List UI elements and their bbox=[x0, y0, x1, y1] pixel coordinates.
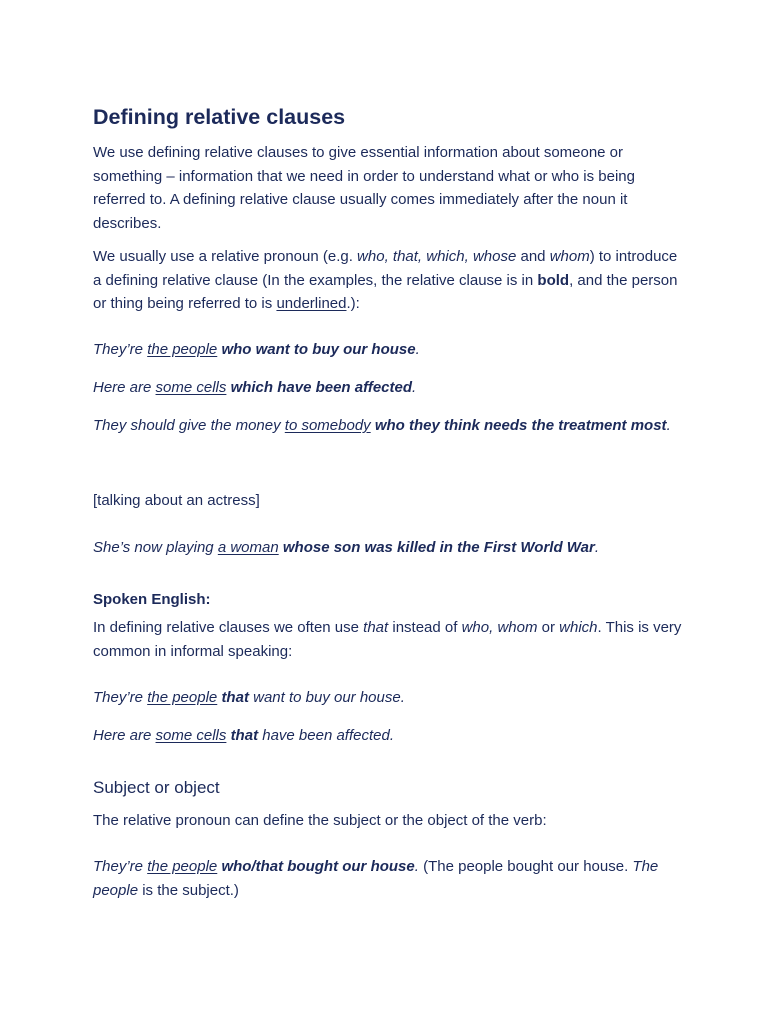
that-word: that bbox=[363, 619, 389, 636]
example-sentence-4: She’s now playing a woman whose son was killed in the First World War. bbox=[93, 539, 600, 556]
example-noun: some cells bbox=[155, 727, 227, 744]
that-pronoun: that bbox=[230, 727, 259, 744]
spoken-english-heading: Spoken English: bbox=[93, 591, 211, 608]
example-clause: who they think needs the treatment most bbox=[374, 417, 667, 434]
example-noun: to somebody bbox=[284, 417, 371, 434]
explanation-note: (The people bought our house. bbox=[418, 858, 633, 875]
pronoun-paragraph: We usually use a relative pronoun (e.g. who, that, which, whose and whom) to introduce a defining relative clause (In the examples, the relative clause is in bold, and the person or thing being referred to is underlined.): bbox=[93, 248, 678, 312]
that-pronoun: that bbox=[221, 689, 249, 706]
underlined-word: underlined bbox=[276, 295, 347, 312]
alternative-pronouns: who, whom bbox=[461, 619, 538, 636]
subject-object-heading: Subject or object bbox=[93, 778, 220, 797]
example-clause: who/that bought our house bbox=[221, 858, 415, 875]
explanation-subject: The people bbox=[93, 858, 659, 899]
example-noun: the people bbox=[147, 689, 218, 706]
example-sentence-7: They’re the people who/that bought our house. (The people bought our house. The people is the subject.) bbox=[93, 858, 659, 899]
context-note: [talking about an actress] bbox=[93, 492, 260, 509]
example-clause: which have been affected bbox=[230, 379, 413, 396]
example-sentence-5: They’re the people that want to buy our house. bbox=[93, 689, 405, 706]
example-sentence-1: They’re the people who want to buy our house. bbox=[93, 341, 420, 358]
spoken-paragraph: In defining relative clauses we often use that instead of who, whom or which. This is very common in informal speaking: bbox=[93, 619, 682, 660]
page-title: Defining relative clauses bbox=[93, 105, 346, 129]
example-clause: whose son was killed in the First World War bbox=[282, 539, 595, 556]
which-word: which bbox=[559, 619, 598, 636]
example-noun: some cells bbox=[155, 379, 227, 396]
example-clause: who want to buy our house bbox=[221, 341, 416, 358]
pronoun-examples: who, that, which, whose bbox=[357, 248, 517, 265]
example-sentence-3: They should give the money to somebody who they think needs the treatment most. bbox=[93, 417, 671, 434]
example-noun: the people bbox=[147, 858, 218, 875]
subject-paragraph: The relative pronoun can define the subject or the object of the verb: bbox=[93, 812, 547, 829]
intro-paragraph: We use defining relative clauses to give essential information about someone or something – information that we need in order to understand what or who is being referred to. A defining relative clause usually comes immediately after the noun it describes. bbox=[93, 144, 635, 232]
example-noun: a woman bbox=[217, 539, 279, 556]
example-sentence-2: Here are some cells which have been affected. bbox=[93, 379, 417, 396]
example-sentence-6: Here are some cells that have been affected. bbox=[93, 727, 394, 744]
pronoun-whom: whom bbox=[549, 248, 590, 265]
example-noun: the people bbox=[147, 341, 218, 358]
bold-word: bold bbox=[537, 271, 570, 289]
